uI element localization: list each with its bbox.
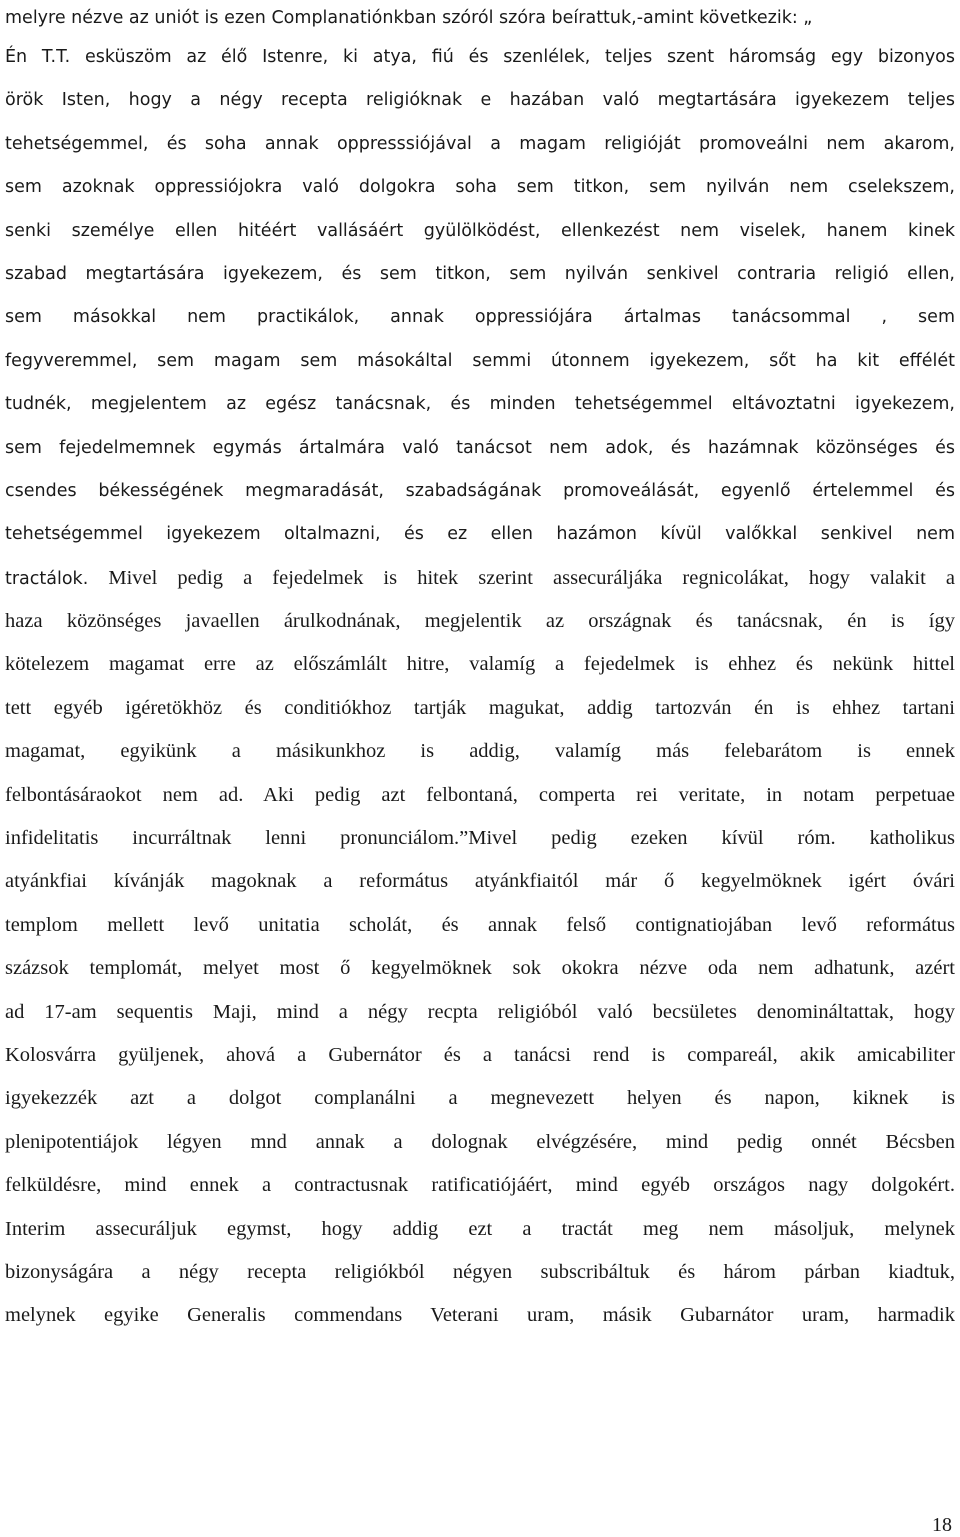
text-line: bizonyságára a négy recepta religiókból négyen subscribáltuk és három párban kiadtuk, — [5, 1260, 955, 1283]
text-line: ad 17-am sequentis Maji, mind a négy recpta religióból való becsületes denomináltattak, hogy — [5, 1000, 955, 1023]
text-line: csendes békességének megmaradását, szabadságának promoveálását, egyenlő értelemmel és — [5, 480, 955, 501]
text-line: tehetségemmel igyekezem oltalmazni, és ez ellen hazámon kívül valőkkal senkivel nem — [5, 524, 955, 545]
text-line: kötelezem magamat erre az előszámlált hitre, valamíg a fejedelmek is ehhez és nekünk hittel — [5, 653, 955, 676]
text-segment-serif: Mivel pedig a fejedelmek is hitek szerint assecuráljáka regnicolákat, hogy valakit a — [88, 566, 955, 589]
text-line: igyekezzék azt a dolgot complanálni a megnevezett helyen és napon, kiknek is — [5, 1087, 955, 1110]
text-line: Kolosvárra gyüljenek, ahová a Gubernátor és a tanácsi rend is compareál, akik amicabiliter — [5, 1043, 955, 1066]
text-line: infidelitatis incurráltnak lenni pronunciálom.”Mivel pedig ezeken kívül róm. katholikus — [5, 827, 955, 850]
text-line: plenipotentiájok légyen mnd annak a dolognak elvégzésére, mind pedig onnét Bécsben — [5, 1130, 955, 1153]
text-line: atyánkfiai kívánják magoknak a református atyánkfiaitól már ő kegyelmöknek igért óvári — [5, 870, 955, 893]
text-line: sem másokkal nem practikálok, annak oppressiójára ártalmas tanácsommal , sem — [5, 307, 955, 328]
text-line: örök Isten, hogy a négy recepta religióknak e hazában való megtartására igyekezem teljes — [5, 90, 955, 111]
text-line: szabad megtartására igyekezem, és sem titkon, sem nyilván senkivel contraria religió ellen, — [5, 263, 955, 284]
text-line: melyre nézve az uniót is ezen Complanatiónkban szóról szóra beírattuk,-amint következik: „ — [5, 8, 813, 28]
text-line: sem azoknak oppressiójokra való dolgokra soha sem titkon, sem nyilván nem cselekszem, — [5, 177, 955, 198]
text-line: magamat, egyikünk a másikunkhoz is addig, valamíg más felebarátom is ennek — [5, 740, 955, 763]
text-line: felbontásáraokot nem ad. Aki pedig azt felbontaná, comperta rei veritate, in notam perpetuae — [5, 783, 955, 806]
document-body — [5, 0, 955, 1338]
text-line: melynek egyike Generalis commendans Veterani uram, másik Gubarnátor uram, harmadik — [5, 1304, 955, 1327]
text-line: tudnék, megjelentem az egész tanácsnak, és minden tehetségemmel eltávoztatni igyekezem, — [5, 394, 955, 415]
text-line: templom mellett levő unitatia scholát, és annak felső contignatiojában levő református — [5, 913, 955, 936]
text-line: tehetségemmel, és soha annak oppresssiójával a magam religióját promoveálni nem akarom, — [5, 133, 955, 154]
text-line: senki személye ellen hitéért vallásáért gyülölködést, ellenkezést nem viselek, hanem kinek — [5, 220, 955, 241]
text-line: fegyveremmel, sem magam sem másokáltal semmi útonnem igyekezem, sőt ha kit effélét — [5, 350, 955, 371]
text-line: Én T.T. esküszöm az élő Istenre, ki atya, fiú és szenlélek, teljes szent háromság egy bizonyos — [5, 47, 955, 67]
text-line: százsok templomát, melyet most ő kegyelmöknek sok okokra nézve oda nem adhatunk, azért — [5, 957, 955, 980]
text-line: tett egyéb igéretökhöz és conditiókhoz tartják magukat, addig tartozván én is ehhez tartani — [5, 696, 955, 719]
page-number: 18 — [932, 1514, 952, 1536]
text-line: sem fejedelmemnek egymás ártalmára való tanácsot nem adok, és hazámnak közönséges és — [5, 437, 955, 458]
text-segment-sans: tractálok. — [5, 568, 89, 589]
text-line: haza közönséges javaellen árulkodnának, megjelentik az országnak és tanácsnak, én is így — [5, 610, 955, 633]
mixed-text-line — [5, 557, 955, 600]
text-line: felküldésre, mind ennek a contractusnak ratificatiójáért, mind egyéb országos nagy dolgokért. — [5, 1174, 955, 1197]
text-line: Interim assecuráljuk egymst, hogy addig ezt a tractát meg nem másoljuk, melynek — [5, 1217, 955, 1240]
